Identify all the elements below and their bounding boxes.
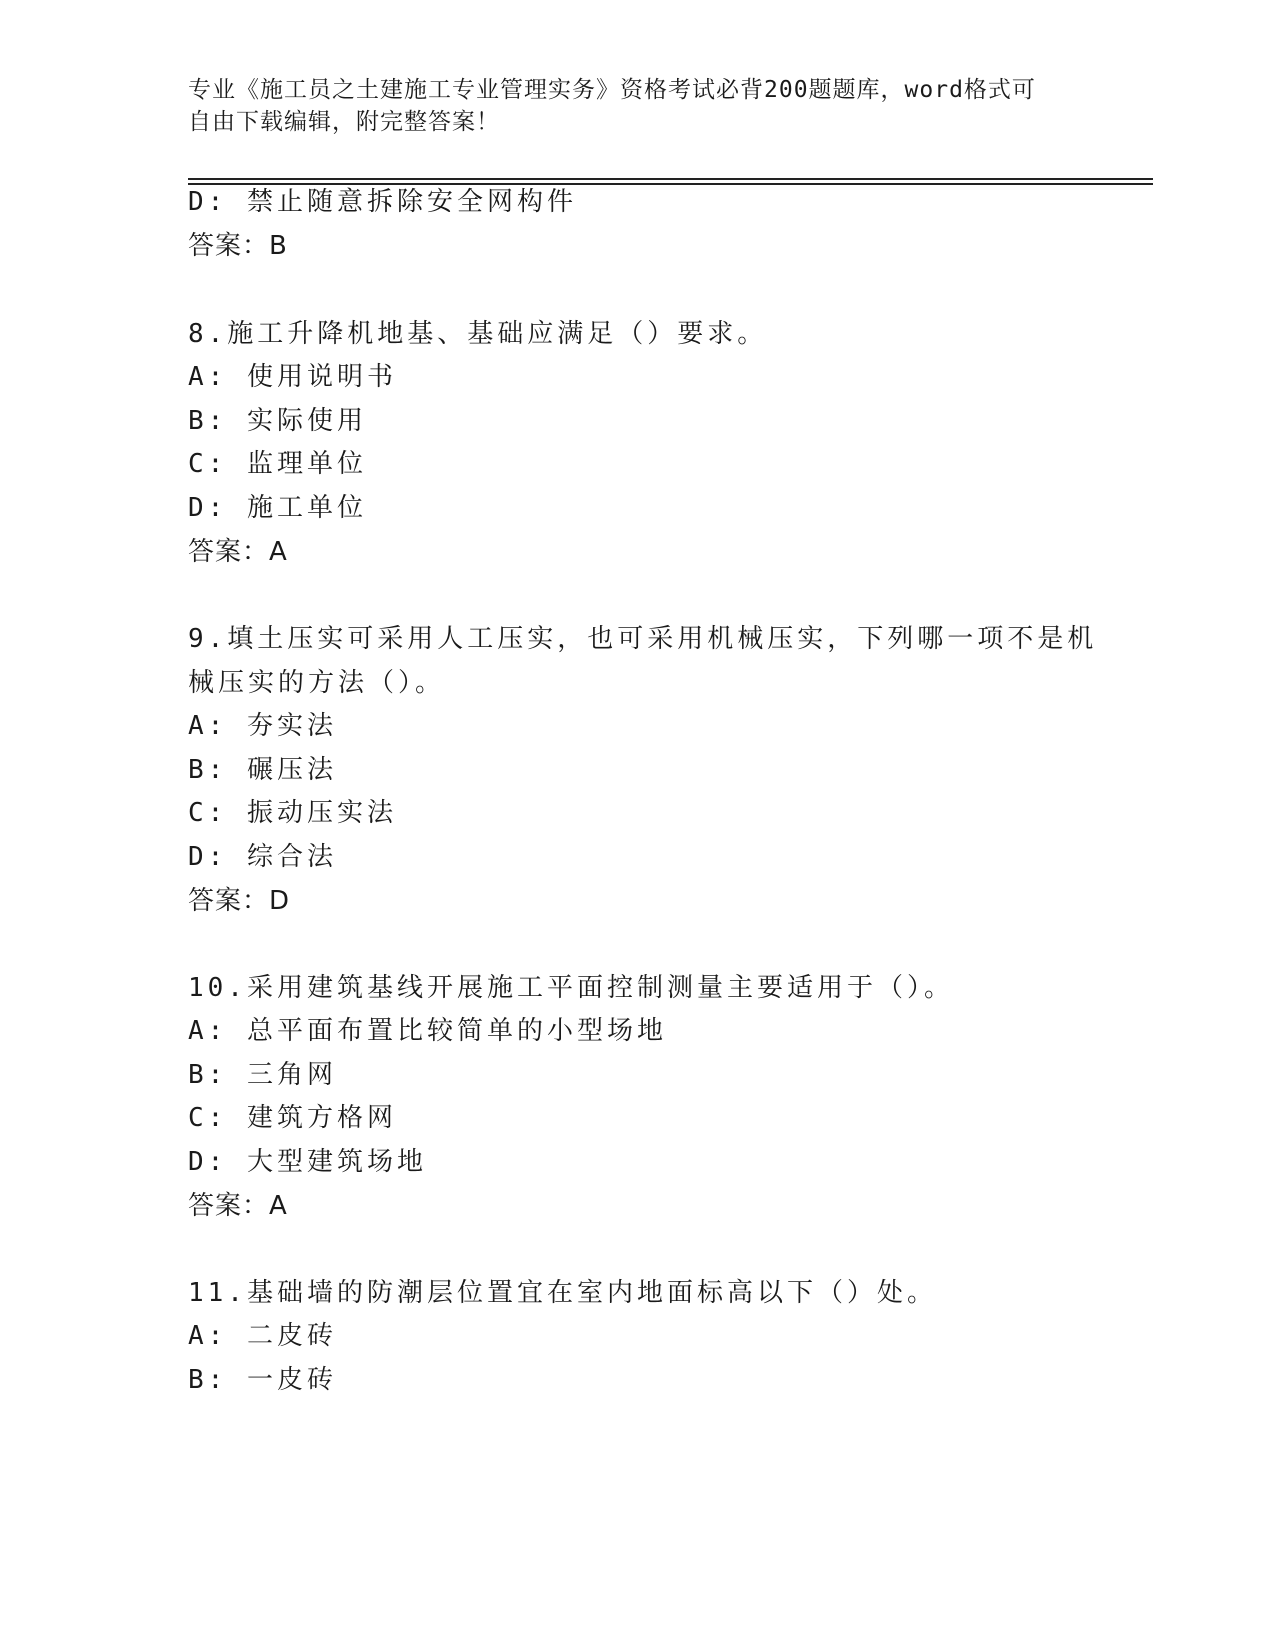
q7-option-d: D: 禁止随意拆除安全网构件 <box>188 187 577 217</box>
q10-answer: 答案：A <box>188 1191 288 1221</box>
header-divider-top <box>188 178 1153 180</box>
q9-option-c: C: 振动压实法 <box>188 798 397 828</box>
q9-option-a: A: 夯实法 <box>188 711 337 741</box>
q7-answer: 答案：B <box>188 231 288 261</box>
q8-answer: 答案：A <box>188 537 288 567</box>
q10-option-b: B: 三角网 <box>188 1060 337 1090</box>
q10-option-a: A: 总平面布置比较简单的小型场地 <box>188 1016 667 1046</box>
q8-option-a: A: 使用说明书 <box>188 362 397 392</box>
q10-option-d: D: 大型建筑场地 <box>188 1147 427 1177</box>
q8-stem: 8.施工升降机地基、基础应满足（）要求。 <box>188 319 768 349</box>
q9-option-d: D: 综合法 <box>188 842 337 872</box>
q11-option-a: A: 二皮砖 <box>188 1321 337 1351</box>
q8-option-b: B: 实际使用 <box>188 406 367 436</box>
q10-option-c: C: 建筑方格网 <box>188 1103 397 1133</box>
q9-answer: 答案：D <box>188 886 291 916</box>
q10-stem: 10.采用建筑基线开展施工平面控制测量主要适用于（）。 <box>188 973 954 1003</box>
q8-option-d: D: 施工单位 <box>188 493 367 523</box>
q8-option-c: C: 监理单位 <box>188 449 367 479</box>
q9-stem-line-1: 9.填土压实可采用人工压实，也可采用机械压实，下列哪一项不是机 <box>188 624 1098 654</box>
q11-stem: 11.基础墙的防潮层位置宜在室内地面标高以下（）处。 <box>188 1278 937 1308</box>
q11-option-b: B: 一皮砖 <box>188 1365 337 1395</box>
document-header <box>188 74 1068 138</box>
q9-stem-line-2: 械压实的方法（）。 <box>188 668 446 698</box>
q9-option-b: B: 碾压法 <box>188 755 337 785</box>
header-line-1: 专业《施工员之土建施工专业管理实务》资格考试必背200题题库，word格式可 <box>188 77 1036 103</box>
header-line-2: 自由下载编辑，附完整答案！ <box>188 109 500 135</box>
